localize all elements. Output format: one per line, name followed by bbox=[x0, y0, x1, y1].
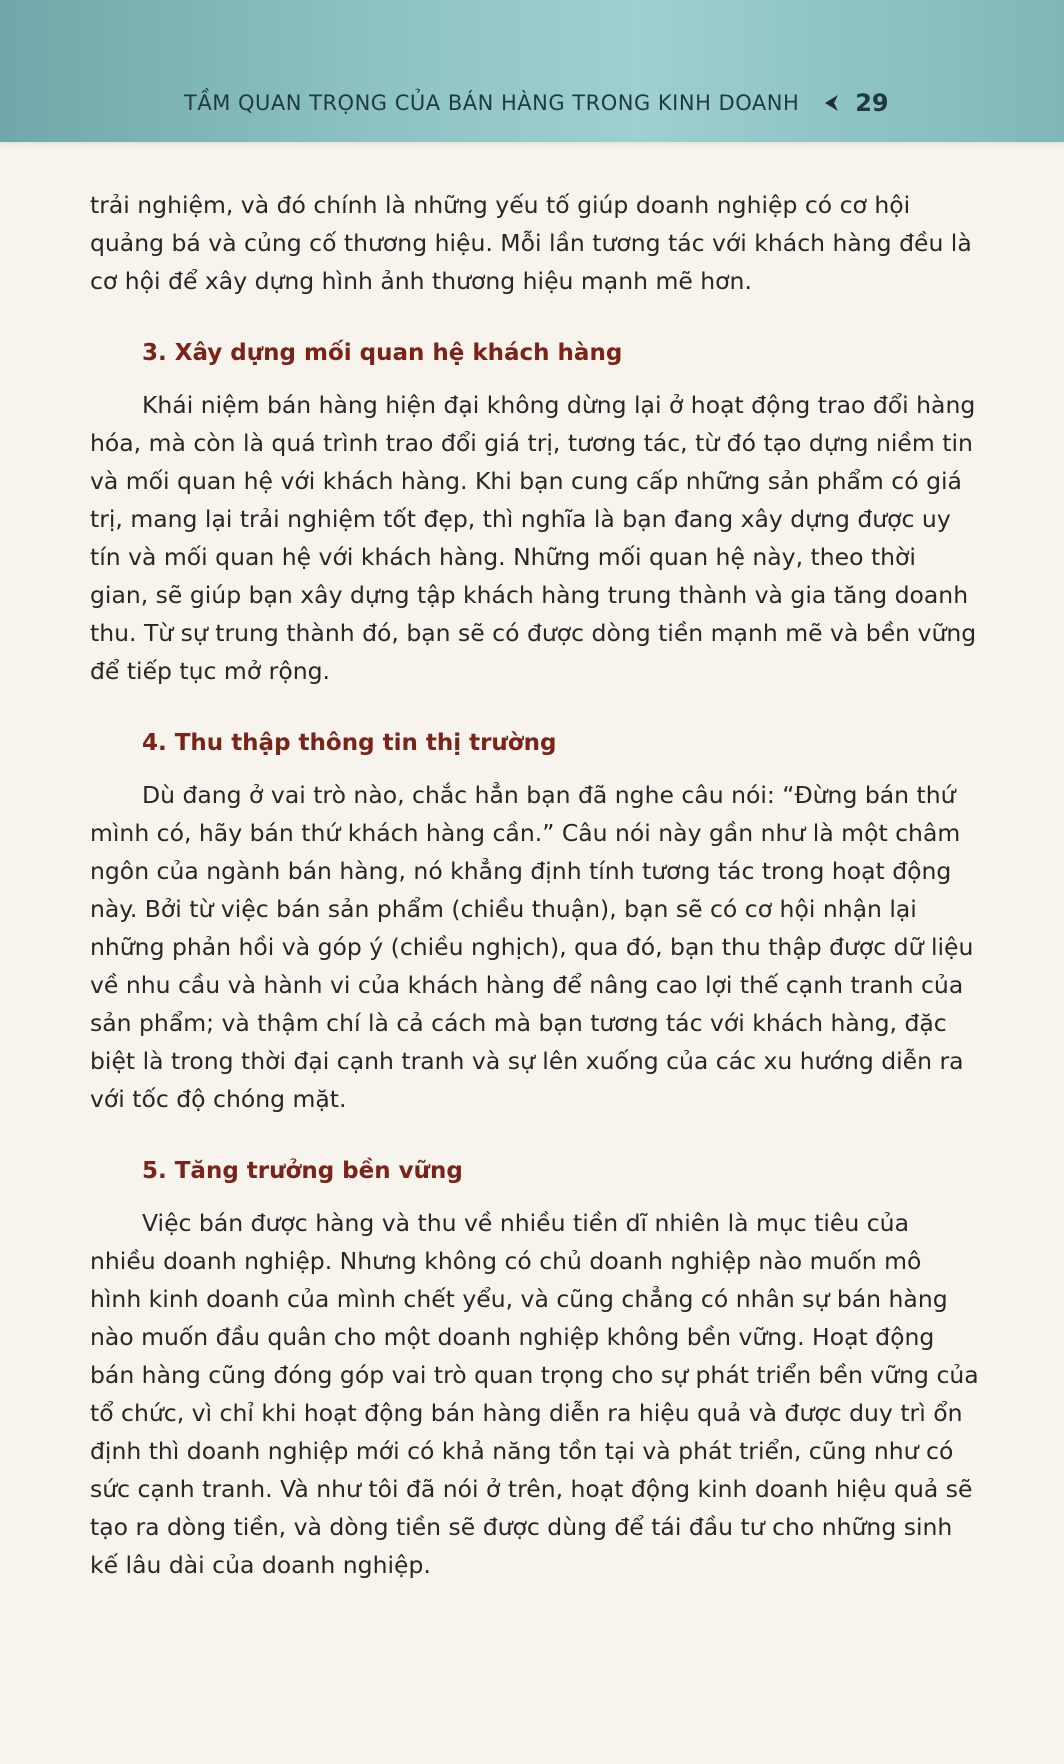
section-paragraph-5: Việc bán được hàng và thu về nhiều tiền dĩ nhiên là mục tiêu của nhiều doanh nghiệp. Nhưng không có chủ doanh nghiệp nào muốn mô hình kinh doanh của mình chết yểu, và cũng chẳng có nhân sự bán hàng nào muốn đầu quân cho một doanh nghiệp không bền vững. Hoạt động bán hàng cũng đóng góp vai trò quan trọng cho sự phát triển bền vững của tổ chức, vì chỉ khi hoạt động bán hàng diễn ra hiệu quả và được duy trì ổn định thì doanh nghiệp mới có khả năng tồn tại và phát triển, cũng như có sức cạnh tranh. Và như tôi đã nói ở trên, hoạt động kinh doanh hiệu quả sẽ tạo ra dòng tiền, và dòng tiền sẽ được dùng để tái đầu tư cho những sinh kế lâu dài của doanh nghiệp. bbox=[90, 1209, 979, 1579]
chevron-left-icon bbox=[821, 92, 843, 114]
header-band bbox=[0, 0, 1064, 142]
intro-paragraph: trải nghiệm, và đó chính là những yếu tố giúp doanh nghiệp có cơ hội quảng bá và củng cố thương hiệu. Mỗi lần tương tác với khách hàng đều là cơ hội để xây dựng hình ảnh thương hiệu mạnh mẽ hơn. bbox=[90, 191, 972, 295]
section-paragraph-4: Dù đang ở vai trò nào, chắc hẳn bạn đã nghe câu nói: “Đừng bán thứ mình có, hãy bán thứ khách hàng cần.” Câu nói này gần như là một châm ngôn của ngành bán hàng, nó khẳng định tính tương tác trong hoạt động này. Bởi từ việc bán sản phẩm (chiều thuận), bạn sẽ có cơ hội nhận lại những phản hồi và góp ý (chiều nghịch), qua đó, bạn thu thập được dữ liệu về nhu cầu và hành vi của khách hàng để nâng cao lợi thế cạnh tranh của sản phẩm; và thậm chí là cả cách mà bạn tương tác với khách hàng, đặc biệt là trong thời đại cạnh tranh và sự lên xuống của các xu hướng diễn ra với tốc độ chóng mặt. bbox=[90, 781, 974, 1113]
section-heading-5: 5. Tăng trưởng bền vững bbox=[142, 1158, 463, 1184]
running-title: TẦM QUAN TRỌNG CỦA BÁN HÀNG TRONG KINH DOANH bbox=[184, 91, 800, 115]
section-paragraph-3: Khái niệm bán hàng hiện đại không dừng lại ở hoạt động trao đổi hàng hóa, mà còn là quá trình trao đổi giá trị, tương tác, từ đó tạo dựng niềm tin và mối quan hệ với khách hàng. Khi bạn cung cấp những sản phẩm có giá trị, mang lại trải nghiệm tốt đẹp, thì nghĩa là bạn đang xây dựng được uy tín và mối quan hệ với khách hàng. Những mối quan hệ này, theo thời gian, sẽ giúp bạn xây dựng tập khách hàng trung thành và gia tăng doanh thu. Từ sự trung thành đó, bạn sẽ có được dòng tiền mạnh mẽ và bền vững để tiếp tục mở rộng. bbox=[90, 391, 977, 685]
section-heading-4: 4. Thu thập thông tin thị trường bbox=[142, 730, 557, 756]
page-number: 29 bbox=[855, 89, 889, 117]
page-content bbox=[90, 186, 980, 1584]
section-heading-3: 3. Xây dựng mối quan hệ khách hàng bbox=[142, 340, 623, 366]
running-head bbox=[184, 86, 974, 120]
